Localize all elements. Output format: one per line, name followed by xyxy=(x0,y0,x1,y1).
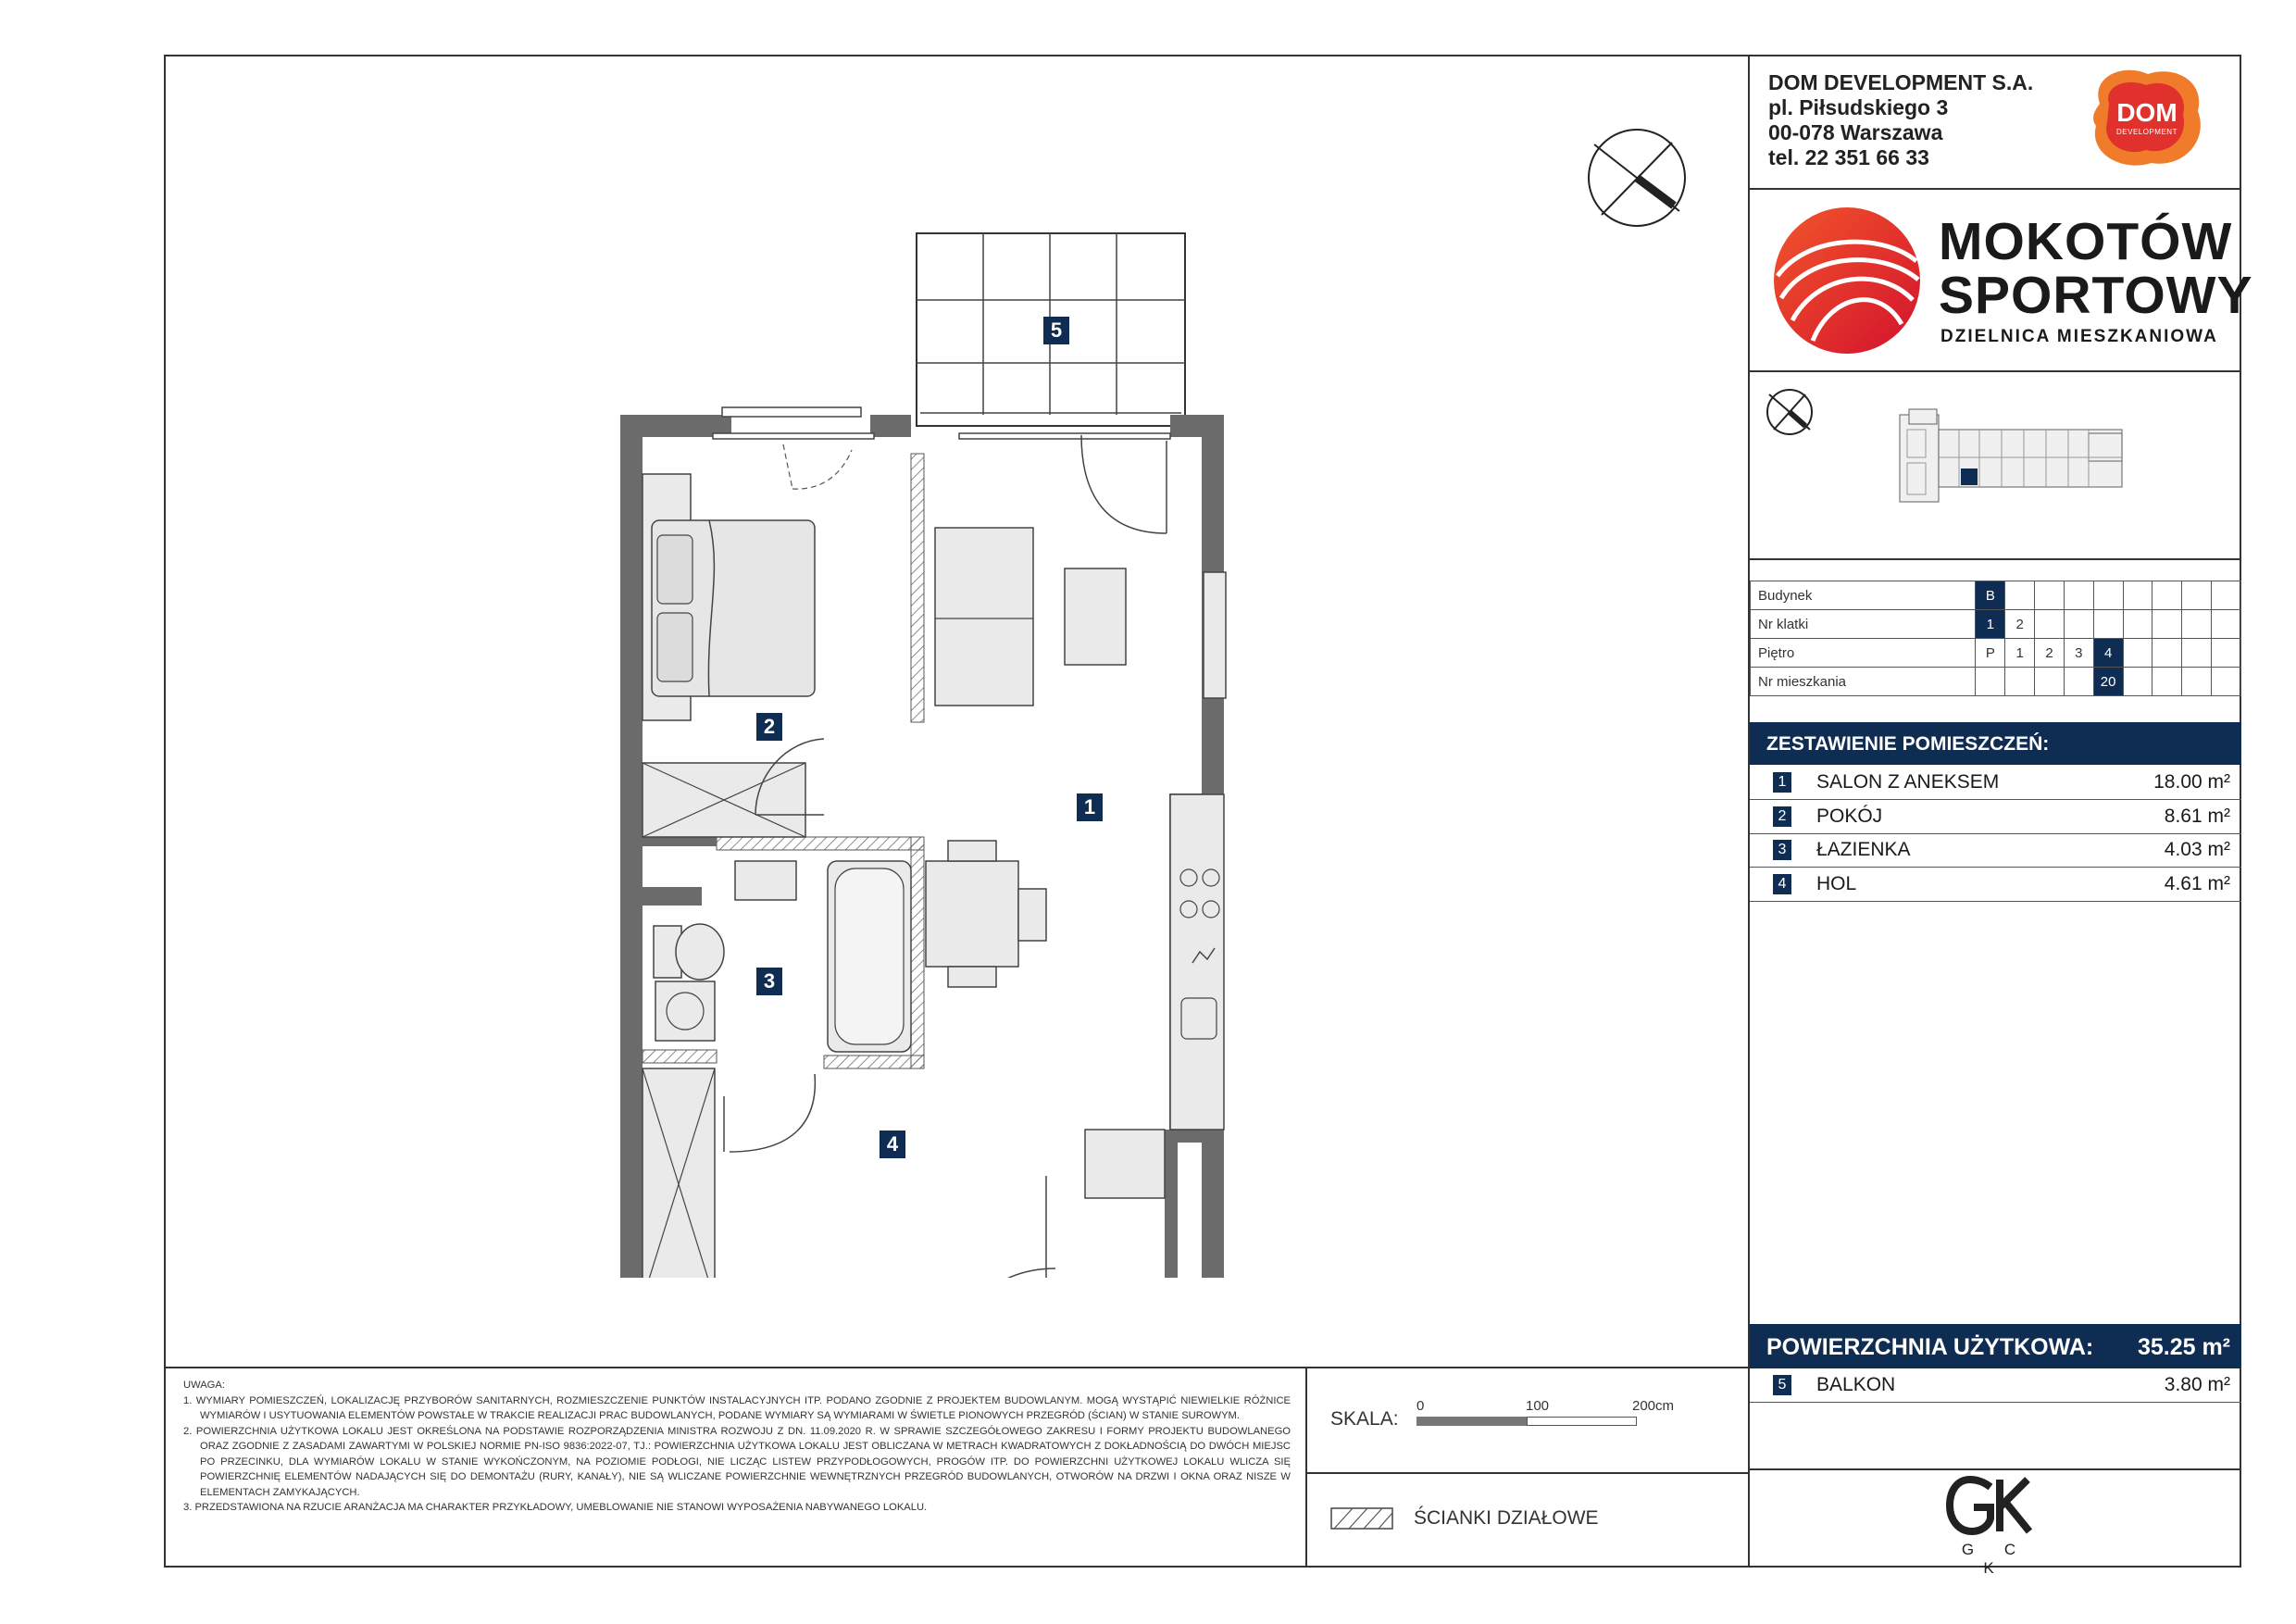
info-cell xyxy=(2123,610,2152,639)
usable-area-label: POWIERZCHNIA UŻYTKOWA: xyxy=(1766,1334,2094,1360)
keyplan-compass-icon xyxy=(1765,387,1815,437)
info-cell xyxy=(2212,581,2241,610)
info-cell xyxy=(2123,639,2152,668)
room-name: POKÓJ xyxy=(1816,806,1883,827)
scale-bar xyxy=(1416,1417,1637,1426)
scale-legend-divider xyxy=(1305,1472,1750,1474)
info-cell: 4 xyxy=(2093,639,2123,668)
room-area: 3.80 m² xyxy=(2164,1374,2230,1395)
info-row-budynek xyxy=(1751,581,2241,610)
info-label: Nr klatki xyxy=(1751,610,1976,639)
info-cell: 20 xyxy=(2093,668,2123,696)
room-name: ŁAZIENKA xyxy=(1816,839,1911,860)
info-cell: 1 xyxy=(1976,610,2005,639)
info-cell xyxy=(2093,610,2123,639)
company-name: DOM DEVELOPMENT S.A. xyxy=(1768,70,2034,94)
rooms-header xyxy=(1750,722,2241,765)
info-cell: 2 xyxy=(2035,639,2065,668)
note-item: 1. WYMIARY POMIESZCZEŃ, LOKALIZACJĘ PRZYBORÓW SANITARNYCH, ROZMIESZCZENIE PUNKTÓW INSTALACYJNYCH ITP. PODANO ZGODNIE Z PROJEKTEM BUDOWLANYM. MOGĄ WYSTĄPIĆ NIEWIELKIE RÓŻNICE WYMIARÓW I USYTUOWANIA ELEMENTÓW POWSTAŁE W TRAKCIE REALIZACJI PRAC BUDOWLANYCH, PODANE WYMIARY SĄ WYMIARAMI W ŚWIETLE PIONOWYCH PRZEGRÓD (ŚCIAN) W STANIE SUROWYM. xyxy=(183,1394,1291,1421)
room-name: SALON Z ANEKSEM xyxy=(1816,771,2000,793)
scale-tick-0: 0 xyxy=(1416,1398,1425,1414)
project-name-line2: SPORTOWY xyxy=(1939,266,2253,325)
info-cell xyxy=(2152,639,2182,668)
info-cell xyxy=(2212,610,2241,639)
info-cell xyxy=(2182,668,2212,696)
room-number: 4 xyxy=(1773,874,1791,894)
info-label: Budynek xyxy=(1751,581,1976,610)
usable-area-value: 35.25 m² xyxy=(2137,1334,2230,1360)
room-name: HOL xyxy=(1816,873,1857,894)
apartment-info-table xyxy=(1750,581,2241,696)
gck-logo xyxy=(1944,1476,2046,1577)
project-subtitle: DZIELNICA MIESZKANIOWA xyxy=(1940,327,2218,346)
company-phone: tel. 22 351 66 33 xyxy=(1768,145,1929,169)
company-divider xyxy=(1748,188,2241,190)
info-cell xyxy=(2182,610,2212,639)
plan-label-room-5: 5 xyxy=(1043,317,1069,344)
project-divider xyxy=(1748,370,2241,372)
notes-divider xyxy=(164,1367,1750,1368)
company-info xyxy=(1768,70,2033,170)
info-cell xyxy=(2064,610,2093,639)
info-cell: B xyxy=(1976,581,2005,610)
info-row-pietro xyxy=(1751,639,2241,668)
info-cell xyxy=(2152,668,2182,696)
info-label: Nr mieszkania xyxy=(1751,668,1976,696)
room-area: 18.00 m² xyxy=(2153,771,2230,793)
room-row xyxy=(1750,833,2241,868)
info-row-mieszkanie xyxy=(1751,668,2241,696)
building-key-plan xyxy=(1894,407,2126,511)
info-cell xyxy=(2123,668,2152,696)
info-cell xyxy=(2035,668,2065,696)
info-cell xyxy=(2182,581,2212,610)
info-cell xyxy=(2182,639,2212,668)
info-cell xyxy=(2035,610,2065,639)
scale-tick-100: 100 xyxy=(1526,1398,1550,1414)
info-cell xyxy=(2064,581,2093,610)
info-cell: P xyxy=(1976,639,2005,668)
balcony-row xyxy=(1750,1368,2241,1403)
info-cell: 3 xyxy=(2064,639,2093,668)
company-city: 00-078 Warszawa xyxy=(1768,120,1943,144)
info-cell xyxy=(1976,668,2005,696)
dom-logo-subtext: DEVELOPMENT xyxy=(2116,128,2177,136)
room-row xyxy=(1750,766,2241,800)
info-cell xyxy=(2212,639,2241,668)
usable-area-band xyxy=(1750,1324,2241,1368)
bottom-divider xyxy=(1748,1468,2241,1470)
dom-logo-text: DOM xyxy=(2116,98,2177,127)
note-item: 3. PRZEDSTAWIONA NA RZUCIE ARANŻACJA MA CHARAKTER PRZYKŁADOWY, UMEBLOWANIE NIE STANOWI WYPOSAŻENIA NABYWANEGO LOKALU. xyxy=(183,1502,928,1513)
info-cell xyxy=(2212,668,2241,696)
rooms-header-text: ZESTAWIENIE POMIESZCZEŃ: xyxy=(1766,733,2050,755)
info-cell xyxy=(2123,581,2152,610)
room-area: 4.61 m² xyxy=(2164,873,2230,894)
room-number: 5 xyxy=(1773,1375,1791,1395)
scale-divider xyxy=(1305,1367,1307,1568)
info-cell xyxy=(2152,610,2182,639)
info-cell xyxy=(2093,581,2123,610)
partition-wall-legend-icon xyxy=(1330,1507,1393,1530)
room-area: 8.61 m² xyxy=(2164,806,2230,827)
dom-development-logo xyxy=(2087,67,2207,170)
floor-plan xyxy=(593,222,1296,1278)
notes-block xyxy=(183,1378,1291,1516)
legend-label: ŚCIANKI DZIAŁOWE xyxy=(1414,1507,1599,1529)
info-cell xyxy=(2035,581,2065,610)
info-cell: 1 xyxy=(2005,639,2035,668)
room-name: BALKON xyxy=(1816,1374,1896,1395)
room-area: 4.03 m² xyxy=(2164,839,2230,860)
info-label: Piętro xyxy=(1751,639,1976,668)
info-cell xyxy=(2005,668,2035,696)
plan-label-room-1: 1 xyxy=(1077,793,1103,821)
scale-label: SKALA: xyxy=(1330,1408,1399,1430)
room-row xyxy=(1750,868,2241,902)
room-number: 3 xyxy=(1773,840,1791,860)
room-number: 1 xyxy=(1773,772,1791,793)
room-row xyxy=(1750,800,2241,834)
plan-label-room-4: 4 xyxy=(880,1131,905,1158)
room-number: 2 xyxy=(1773,806,1791,827)
info-row-klatka xyxy=(1751,610,2241,639)
info-cell xyxy=(2152,581,2182,610)
scale-tick-200: 200cm xyxy=(1632,1398,1675,1414)
north-compass-icon xyxy=(1585,126,1689,230)
plan-label-room-2: 2 xyxy=(756,713,782,741)
info-cell: 2 xyxy=(2005,610,2035,639)
project-name-line1: MOKOTÓW xyxy=(1939,212,2233,271)
note-item: 2. POWIERZCHNIA UŻYTKOWA LOKALU JEST OKREŚLONA NA PODSTAWIE ROZPORZĄDZENIA MINISTRA ROZWOJU Z DN. 11.09.2020 R. W SPRAWIE SZCZEGÓŁOWEGO ZAKRESU I FORMY PROJEKTU BUDOWLANEGO ORAZ ZGODNIE Z ZASADAMI ZAWARTYMI W POLSKIEJ NORMIE PN-ISO 9836:2022-07, TJ.: POWIERZCHNIA UŻYTKOWA LOKALU JEST OBLICZANA W METRACH KWADRATOWYCH Z DOKŁADNOŚCIĄ DO DWÓCH MIEJSC PO PRZECINKU, DLA WYMIARÓW LOKALU W STANIE WYKOŃCZONYM, NA POZIOMIE PODŁOGI, NIE LICZĄC LISTEW PRZYPODŁOGOWYCH, PROGÓW ITP. DO POWIERZCHNI UŻYTKOWEJ LOKALU WLICZA SIĘ POWIERZCHNIĘ ELEMENTÓW NADAJĄCYCH SIĘ DO DEMONTAŻU (RURY, KANAŁY), NIE SĄ WLICZANE POWIERZCHNIE WEWNĘTRZNYCH PRZEGRÓD BUDOWLANYCH, OTWORÓW NA DRZWI I OKNA ORAZ NISZE W ELEMENTACH ZAMYKAJĄCYCH. xyxy=(183,1425,1291,1498)
notes-title: UWAGA: xyxy=(183,1380,225,1391)
plan-label-room-3: 3 xyxy=(756,968,782,995)
gck-letters: G C K xyxy=(1961,1541,2029,1577)
mokotow-logo-mark xyxy=(1772,206,1922,356)
company-street: pl. Piłsudskiego 3 xyxy=(1768,95,1949,119)
keyplan-divider xyxy=(1748,558,2241,560)
info-cell xyxy=(2064,668,2093,696)
info-cell xyxy=(2005,581,2035,610)
